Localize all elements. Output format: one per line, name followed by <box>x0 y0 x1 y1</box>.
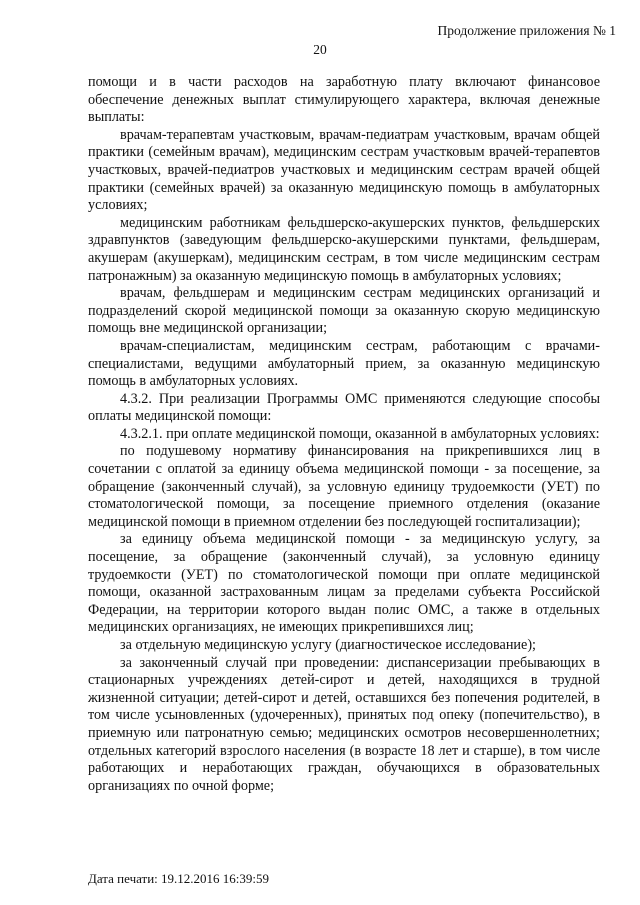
document-body <box>88 74 600 795</box>
paragraph-continuation: помощи и в части расходов на заработную плату включают финансовое обеспечение денежных выплат стимулирующего характера, включая денежные выплаты: <box>88 74 600 126</box>
paragraph-unit-volume: за единицу объема медицинской помощи - за медицинскую услугу, за посещение, за обращение (законченный случай), за условную единицу трудоемкости (УЕТ) по стоматологической помощи при оплате медицинской помощи, оказанной застрахованным лицам за пределами субъекта Российской Федерации, на территории которого выдан полис ОМС, а также в отдельных медицинских организациях, не имеющих прикрепившихся лиц; <box>88 531 600 636</box>
paragraph-feldsher-points: медицинским работникам фельдшерско-акушерских пунктов, фельдшерских здравпунктов (заведующим фельдшерско-акушерскими пунктами, фельдшерам, акушерам (акушеркам), медицинским сестрам, в том числе медицинским сестрам патронажным) за оказанную медицинскую помощь в амбулаторных условиях; <box>88 214 600 284</box>
paragraph-therapists: врачам-терапевтам участковым, врачам-педиатрам участковым, врачам общей практики (семейным врачам), медицинским сестрам участковым врачей-терапевтов участковых, врачей-педиатров участковых и медицинским сестрам врачей общей практики (семейных врачей) за оказанную медицинскую помощь в амбулаторных условиях; <box>88 126 600 214</box>
paragraph-separate-service: за отдельную медицинскую услугу (диагностическое исследование); <box>120 637 536 653</box>
paragraph-emergency: врачам, фельдшерам и медицинским сестрам медицинских организаций и подразделений скорой медицинской помощи за оказанную скорую медицинскую помощь вне медицинской организации; <box>88 285 600 337</box>
paragraph-4-3-2: 4.3.2. При реализации Программы ОМС применяются следующие способы оплаты медицинской помощи: <box>88 390 600 425</box>
page-number: 20 <box>313 42 327 57</box>
paragraph-per-capita: по подушевому нормативу финансирования на прикрепившихся лиц в сочетании с оплатой за единицу объема медицинской помощи - за посещение, за обращение (законченный случай), за условную единицу трудоемкости (УЕТ) по стоматологической помощи, за посещение приемного отделения (оказание медицинской помощи в приемном отделении без последующей госпитализации); <box>88 443 600 530</box>
paragraph-4-3-2-1: 4.3.2.1. при оплате медицинской помощи, оказанной в амбулаторных условиях: <box>120 425 600 442</box>
paragraph-specialists: врачам-специалистам, медицинским сестрам, работающим с врачами-специалистами, ведущими амбулаторный прием, за оказанную медицинскую помощь в амбулаторных условиях. <box>88 337 600 390</box>
paragraph-completed-case: за законченный случай при проведении: диспансеризации пребывающих в стационарных учреждениях детей-сирот и детей, находящихся в трудной жизненной ситуации; детей-сирот и детей, оставшихся без попечения родителей, в том числе усыновленных (удочеренных), принятых под опеку (попечительство), в приемную или патронатную семью; медицинских осмотров несовершеннолетних; отдельных категорий взрослого населения (в возрасте 18 лет и старше), в том числе работающих и неработающих граждан, обучающихся в образовательных организациях по очной форме; <box>88 654 600 794</box>
print-date: Дата печати: 19.12.2016 16:39:59 <box>88 871 270 886</box>
appendix-continuation-note: Продолжение приложения № 1 <box>437 23 616 38</box>
